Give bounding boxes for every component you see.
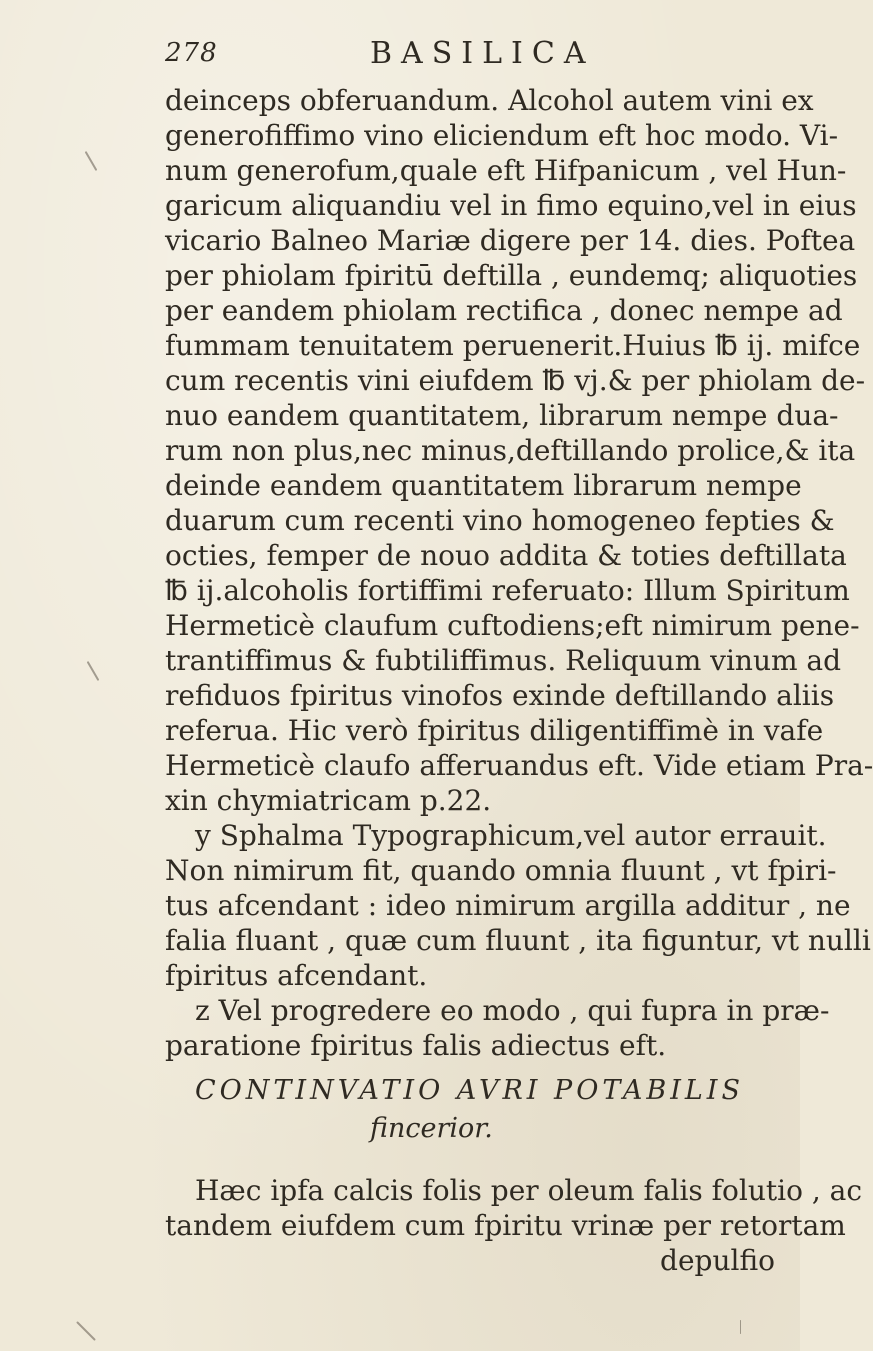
text-line: referua. Hic verò fpiritus diligentiffimè in vafe [165, 714, 824, 747]
note-y [165, 818, 871, 993]
page-number: 278 [165, 38, 218, 68]
text-line: fummam tenuitatem peruenerit.Huius ℔ ij. mifce [165, 329, 861, 362]
text-line: tandem eiufdem cum fpiritu vrinæ per retortam [165, 1209, 846, 1242]
running-head: BASILICA [370, 36, 595, 71]
text-line: per eandem phiolam rectifica , donec nempe ad [165, 294, 843, 327]
section-subtitle: fincerior. [370, 1113, 493, 1144]
text-line: octies, femper de nouo addita & toties deftillata [165, 539, 847, 572]
text-line: falia fluant , quæ cum fluunt , ita figuntur, vt nulli [165, 924, 871, 957]
body-text [165, 83, 873, 1278]
text-line: trantiffimus & fubtiliffimus. Reliquum vinum ad [165, 644, 842, 677]
section-title: CONTINVATIO AVRI POTABILIS [195, 1075, 744, 1106]
text-line: fpiritus afcendant. [165, 959, 428, 992]
text-line: y Sphalma Typographicum,vel autor errauit. [195, 819, 827, 852]
text-line: Hermeticè claufum cuftodiens;eft nimirum pene- [165, 609, 860, 642]
text-line: duarum cum recenti vino homogeneo fepties & [165, 504, 835, 537]
text-line: tus afcendant : ideo nimirum argilla additur , ne [165, 889, 851, 922]
text-line: refiduos fpiritus vinofos exinde deftillando aliis [165, 679, 835, 712]
text-line: Non nimirum fit, quando omnia fluunt , vt fpiri- [165, 854, 837, 887]
text-line: cum recentis vini eiufdem ℔ vj.& per phiolam de- [165, 364, 866, 397]
text-line: generofiffimo vino eliciendum eft hoc modo. Vi- [165, 119, 839, 152]
text-line: num generofum,quale eft Hifpanicum , vel Hun- [165, 154, 847, 187]
text-line: xin chymiatricam p.22. [165, 784, 492, 817]
paper-mark [85, 151, 98, 171]
text-line: paratione fpiritus falis adiectus eft. [165, 1029, 667, 1062]
text-line: vicario Balneo Mariæ digere per 14. dies. Poftea [165, 224, 856, 257]
paper-mark [740, 1320, 741, 1334]
text-line: Hæc ipfa calcis folis per oleum falis folutio , ac [195, 1174, 863, 1207]
catchword: depulfio [660, 1244, 775, 1277]
paper-mark [87, 661, 100, 681]
text-line: nuo eandem quantitatem, librarum nempe dua- [165, 399, 839, 432]
text-line: deinde eandem quantitatem librarum nempe [165, 469, 802, 502]
text-line: ℔ ij.alcoholis fortiffimi referuato: Illum Spiritum [165, 574, 850, 607]
page-header [165, 36, 725, 76]
text-line: z Vel progredere eo modo , qui fupra in præ- [195, 994, 830, 1027]
text-line: deinceps obferuandum. Alcohol autem vini ex [165, 84, 814, 117]
paragraph-continuatio [165, 1173, 863, 1243]
text-line: per phiolam fpiritū deftilla , eundemq; aliquoties [165, 259, 858, 292]
paragraph-alcohol-vini [165, 83, 873, 818]
text-line: garicum aliquandiu vel in fimo equino,vel in eius [165, 189, 857, 222]
text-line: rum non plus,nec minus,deftillando prolice,& ita [165, 434, 856, 467]
text-line: Hermeticè claufo afferuandus eft. Vide etiam Pra- [165, 749, 873, 782]
note-z [165, 993, 830, 1063]
paper-mark [76, 1321, 96, 1341]
